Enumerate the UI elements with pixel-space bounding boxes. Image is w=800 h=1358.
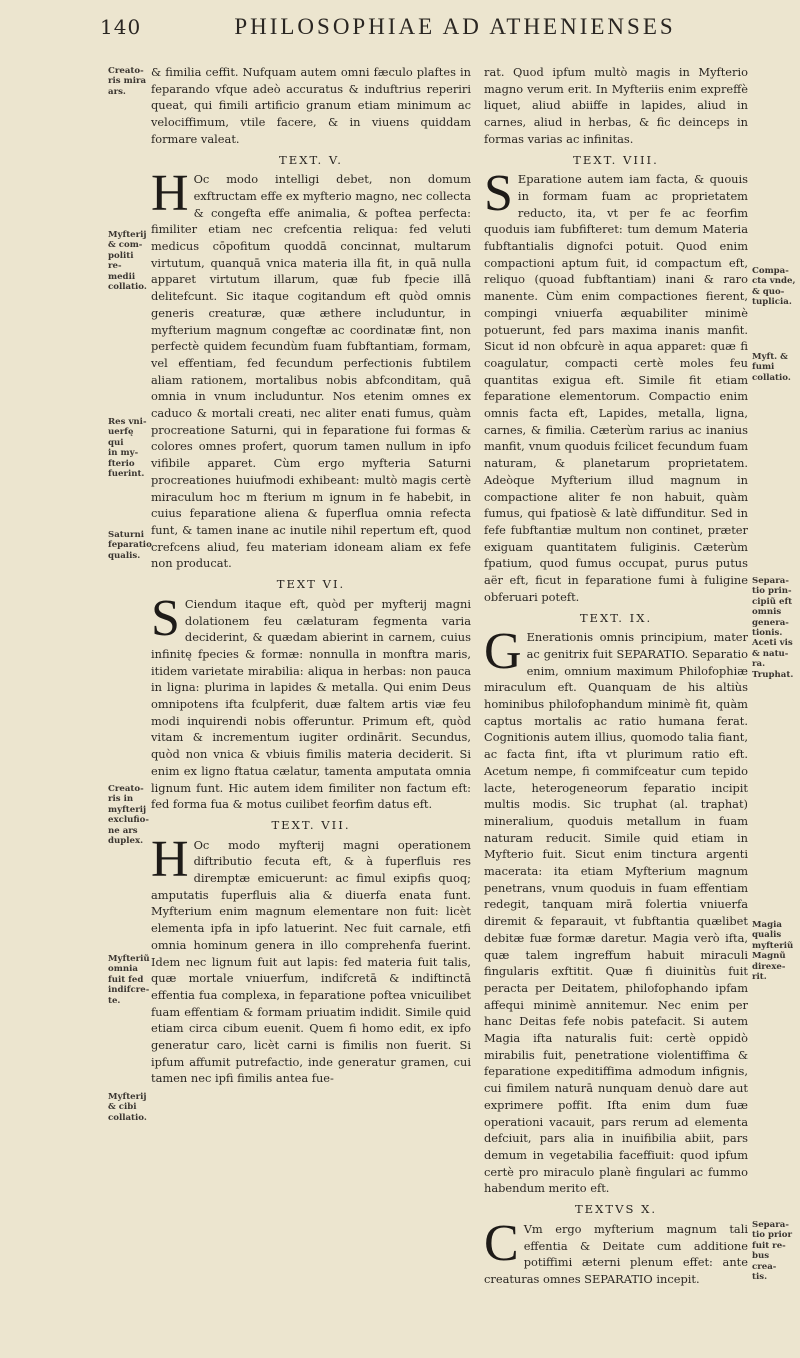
margin-note-line: cta vnde,	[752, 276, 796, 287]
text-number-heading: TEXTVS X.	[574, 1202, 658, 1217]
text-number-heading: TEXT. IX.	[579, 610, 653, 625]
text-number-heading: TEXT. V.	[279, 152, 343, 167]
margin-note-line: tio prin-	[752, 586, 792, 597]
paragraph-text: Eparatione autem iam facta, & quouis in formam fuam ac proprietatem reducto, ita, vt per fe ac feorfim quoduis iam fubfifteret: tum demum Materia fubftantialis dignofci potuit. Quod enim compactioni aptum fuit, id compactum eft, reliquo (quoad fubftantiam) inani & raro manente. Cùm enim compactiones fierent, compingi vniuerfa æquabiliter minimè potuerunt, fed pars maxima inanis manfit. Sicut id non obfcurè in aqua apparet: quæ fi coagulatur, compacti certè moles feu quantitas exigua eft. Simile fit etiam feparatione elementorum. Compactio enim omnis facta eft, Lapides, metalla, ligna, carnes, & fimilia. Cæterùm rarius ac inanius manfit, vnum quoduis fcilicet fecundum fuam naturam, & planetarum proprietatem. Adeòque Myfterium illud magnum in compactione aliter fe non habuit, quàm fumus, qui fpatiosè & latè diffunditur. Sed in fefe fubftantiæ multum non continet, præter exiguam quantitatem fuliginis. Cæterùm fpatium, quod fumus occupat, purus putus aër eft, ficut in feparatione fumi à fuligine obferuari poteft.	[484, 172, 748, 604]
margin-note-line: ra.	[752, 659, 766, 670]
margin-note-line: myfteriũ	[752, 940, 794, 951]
paragraph-text: Oc modo myfterij magni operationem diftributio fecuta eft, & à fuperfluis res diremptæ emicuerunt: ac fimul exipfis quoq; amputatis fuperfluis alia & diuerfa enata funt. Myfterium enim magnum elementare non fuit: licèt elementa ipfa in ipfo latuerint. Nec fuit carnale, etfi omnia hominum genera in illo comprehenfa fuerint. Idem nec lignum fuit aut lapis: fed materia fuit talis, quæ mortale vniuerfum, indifcretā & indiftinctā effentia fua complexa, in feparatione poftea vnicuilibet fuam effentiam & formam priuatim indidit. Simile quid etiam circa cibum euenit. Quem fi homo edit, ex ipfo generatur caro, licèt carni is fimilis non fuerit. Si ipfum affumit putrefactio, inde generatur gramen, cui tamen nec ipfi fimilis antea fue-	[151, 837, 471, 1086]
margin-note-line: Aceti vis	[752, 638, 793, 649]
margin-note-line: Magia	[752, 920, 782, 930]
margin-note-line: Myfteriũ	[108, 954, 150, 964]
paragraph	[151, 64, 471, 148]
margin-note-line: Saturni	[108, 530, 145, 540]
margin-note-line: fterio	[108, 458, 135, 469]
paragraph-text: & fimilia ceffit. Nufquam autem omni fæculo plaftes in feparando vfque adeò accuratus & induftrius reperiri queat, qui fimili artificio granum etiam minimum ac velociffimum, vtile facere, & in viuens quiddam formare valeat.	[151, 65, 471, 146]
margin-note-line: Compa-	[752, 266, 789, 276]
margin-note-line: tuplicia.	[752, 297, 792, 308]
margin-note-line: cipiũ eft	[752, 596, 793, 607]
margin-note-line: myfterij	[108, 804, 147, 815]
margin-note-line: ne ars	[108, 825, 138, 836]
left-column	[151, 64, 471, 1089]
margin-note	[108, 66, 150, 97]
drop-cap: S	[484, 165, 513, 223]
margin-note-line: collatio.	[108, 282, 147, 293]
margin-note-line: uerfę qui	[108, 427, 134, 448]
margin-note	[108, 954, 150, 1006]
drop-cap: G	[484, 623, 522, 681]
page-header	[100, 14, 760, 54]
margin-note-line: Magnũ	[752, 951, 786, 962]
margin-note-line: collatio.	[108, 1112, 147, 1123]
margin-note-line: fumi	[752, 362, 775, 373]
text-number-heading: TEXT VI.	[276, 577, 346, 592]
margin-note-line: Separa-	[752, 576, 789, 586]
margin-note-line: & com-	[108, 240, 143, 251]
page-number: 140	[100, 15, 142, 39]
paragraph	[484, 165, 748, 605]
margin-note-line: ars.	[108, 86, 126, 97]
margin-note-line: collatio.	[752, 372, 791, 383]
margin-note	[108, 530, 150, 561]
margin-note-line: te.	[108, 995, 121, 1006]
margin-note-line: qualis.	[108, 550, 141, 561]
paragraph	[151, 165, 471, 572]
margin-note-line: ris in	[108, 794, 134, 805]
margin-note	[108, 784, 150, 846]
margin-note-line: omnis	[752, 607, 782, 618]
margin-note-line: Separa-	[752, 1220, 789, 1230]
margin-note-line: & natu-	[752, 648, 789, 659]
drop-cap: H	[151, 165, 189, 223]
margin-note-line: Creato-	[108, 784, 144, 794]
margin-note-line: indifcre-	[108, 985, 150, 996]
drop-cap: H	[151, 830, 189, 888]
margin-note-line: genera-	[752, 617, 789, 628]
margin-note-line: politi re-	[108, 250, 134, 272]
margin-note-line: Res vni-	[108, 417, 147, 427]
paragraph	[484, 1214, 748, 1288]
margin-note-line: tis.	[752, 1272, 768, 1283]
margin-note-line: Creato-	[108, 66, 144, 76]
margin-note	[752, 1220, 796, 1282]
margin-note	[108, 417, 150, 479]
margin-note-line: in my-	[108, 448, 139, 459]
margin-note	[752, 352, 796, 383]
paragraph-text: rat. Quod ipfum multò magis in Myfterio magno verum erit. In Myfteriis enim expreffè liquet, aliud abiiffe in lapides, aliud in carnes, aliud in herbas, & fic deinceps in formas varias ac infinitas.	[484, 65, 748, 146]
paragraph	[151, 589, 471, 813]
margin-note	[108, 230, 150, 292]
margin-note-line: bus crea-	[752, 1251, 777, 1272]
paragraph-text: Enerationis omnis principium, mater ac genitrix fuit SEPARATIO. Separatio enim, omnium maximum Philofophiæ miraculum eft. Quanquam de his altiùs hominibus philofophandum minimè fit, quàm captus mortalis ac ratio humana ferat. Cognitionis autem illius, quomodo talia fiant, ac facta fint, ifta vt plurimum ratio eft. Acetum nempe, fi commifceatur cum tepido lacte, heterogeneorum feparatio incipit multis modis. Sic truphat (al. traphat) mineralium, quoduis metallum in fuam naturam reducit. Simile quid etiam in Myfterio fuit. Sicut enim tinctura argenti macerata: ita etiam Myfterium magnum penetrans, vnum quoduis in fuam effentiam redegit, tanquam mirā folertia vniuerfa diremit & feparauit, vt fubftantia quælibet debitæ fuæ formæ daretur. Magia verò ifta, quæ talem ingreffum habuit miraculi fingularis exftitit. Quæ fi diuinitùs fuit peracta per Deitatem, philofophando ipfam affequi minimè annitemur. Nec enim per hanc Deitas fefe nobis patefacit. Si autem Magia ifta naturalis fuit: certè oppidò mirabilis fuit, penetratione violentiffima & feparatione expeditiffima admodum infignis, cui fimilem naturā nunquam denuò dare aut exprimere poffit. Ifta enim dum fuæ operationi vacauit, pars rerum ad elementa defciuit, pars alia in inuifibilia abiit, pars demum in vegetabilia faceffiuit: quod ipfum certè pro miraculo planè fingulari ac fummo habendum merito eft.	[484, 630, 748, 1196]
drop-cap: C	[484, 1214, 519, 1272]
paragraph-text: Vm ergo myfterium magnum tali effentia & Deitate cum additione potiffimi æterni plenum effet: ante creaturas omnes SEPARATIO incepit.	[484, 1221, 748, 1286]
paragraph-text: Ciendum itaque eft, quòd per myfterij magni dolationem feu cælaturam fegmenta varia deciderint, & quædam abierint in carnem, cuius infinitę fpecies & formæ: nonnulla in monftra maris, itidem varietate mirabilia: aliqua in herbas: non pauca in ligna: plurima in lapides & metalla. Qui enim Deus omnipotens ifta fculpferit, duæ faltem artis viæ feu modi inquirendi nobis offeruntur. Primum eft, quòd vitam & incrementum iugiter ordinārit. Secundus, quòd non vnica & vbiuis fimilis materia deciderit. Si enim ex ligno ftatua cælatur, tamenta amputata omnia lignum funt. Hic autem idem fimiliter non factum eft: fed forma fua & motus cuilibet feorfim datus eft.	[151, 596, 471, 812]
margin-note-line: duplex.	[108, 836, 144, 847]
margin-note-line: tio prior	[752, 1230, 793, 1241]
margin-note	[108, 1092, 150, 1123]
margin-note-line: tionis.	[752, 628, 783, 639]
margin-note-line: medii	[108, 271, 136, 282]
paragraph-text: Oc modo intelligi debet, non domum exftructam effe ex myfterio magno, nec collecta & congefta effe animalia, & poftea perfecta: fimiliter etiam nec crefcentia reliqua: fed veluti medicus cōpofitum quoddā concinnat, multarum virtutum, quanquā vnica materia illa fit, in quā nulla apparet virtutum illarum, quæ fub fpecie illā delitefcunt. Sic itaque cogitandum eft quòd omnis generis creaturæ, quæ æthere includuntur, in myfterium magnum congeftæ ac coordinatæ fint, non perfectè quidem fecundùm fuam fubftantiam, formam, vel effentiam, fed fecundum perfectionis fubtilem aliam rationem, mortalibus nobis abfconditam, quā omnia in vnum includuntur. Nos etenim omnes ex caduco & mortali creati, nec aliter enati fumus, quàm procreatione Saturni, qui in feparatione fui formas & colores omnes profert, quorum tamen nullum in ipfo vifibile apparet. Cùm ergo myfteria Saturni procreationes huiufmodi exhibeant: multò magis certè miraculum hoc m fterium m ignum in fe habebit, in cuius feparatione aliena & fuperflua omnia refecta funt, & tamen inane ac inutile nihil repertum eft, quod crefcens aliud, feu materiam idoneam aliam ex fefe non producat.	[151, 172, 471, 571]
margin-note-line: rit.	[752, 972, 767, 983]
margin-note-line: fuit fed	[108, 974, 144, 985]
right-column	[484, 64, 748, 1290]
margin-note-line: & cibi	[108, 1102, 137, 1113]
margin-note	[752, 576, 796, 680]
text-number-heading: TEXT. VIII.	[573, 152, 659, 167]
margin-note-line: ris mira	[108, 76, 147, 87]
margin-note-line: & quo-	[752, 286, 785, 297]
margin-note-line: omnia	[108, 964, 138, 975]
margin-note-line: qualis	[752, 930, 782, 941]
margin-note-line: Myfterij	[108, 1092, 147, 1102]
margin-note-line: fuit re-	[752, 1240, 786, 1251]
margin-note	[752, 266, 796, 308]
margin-note-line: feparatio	[108, 540, 152, 551]
margin-note-line: Truphat.	[752, 669, 794, 680]
paragraph	[484, 623, 748, 1197]
text-number-heading: TEXT. VII.	[271, 817, 351, 832]
paragraph	[484, 64, 748, 148]
margin-note-line: Myft. &	[752, 352, 788, 362]
paragraph	[151, 830, 471, 1088]
margin-note-line: direxe-	[752, 961, 786, 972]
drop-cap: S	[151, 589, 180, 647]
running-head: PHILOSOPHIAE AD ATHENIENSES	[234, 14, 676, 39]
margin-note-line: exclufio-	[108, 815, 149, 826]
margin-note-line: fuerint.	[108, 469, 145, 480]
margin-note	[752, 920, 796, 982]
margin-note-line: Myfterij	[108, 230, 147, 240]
